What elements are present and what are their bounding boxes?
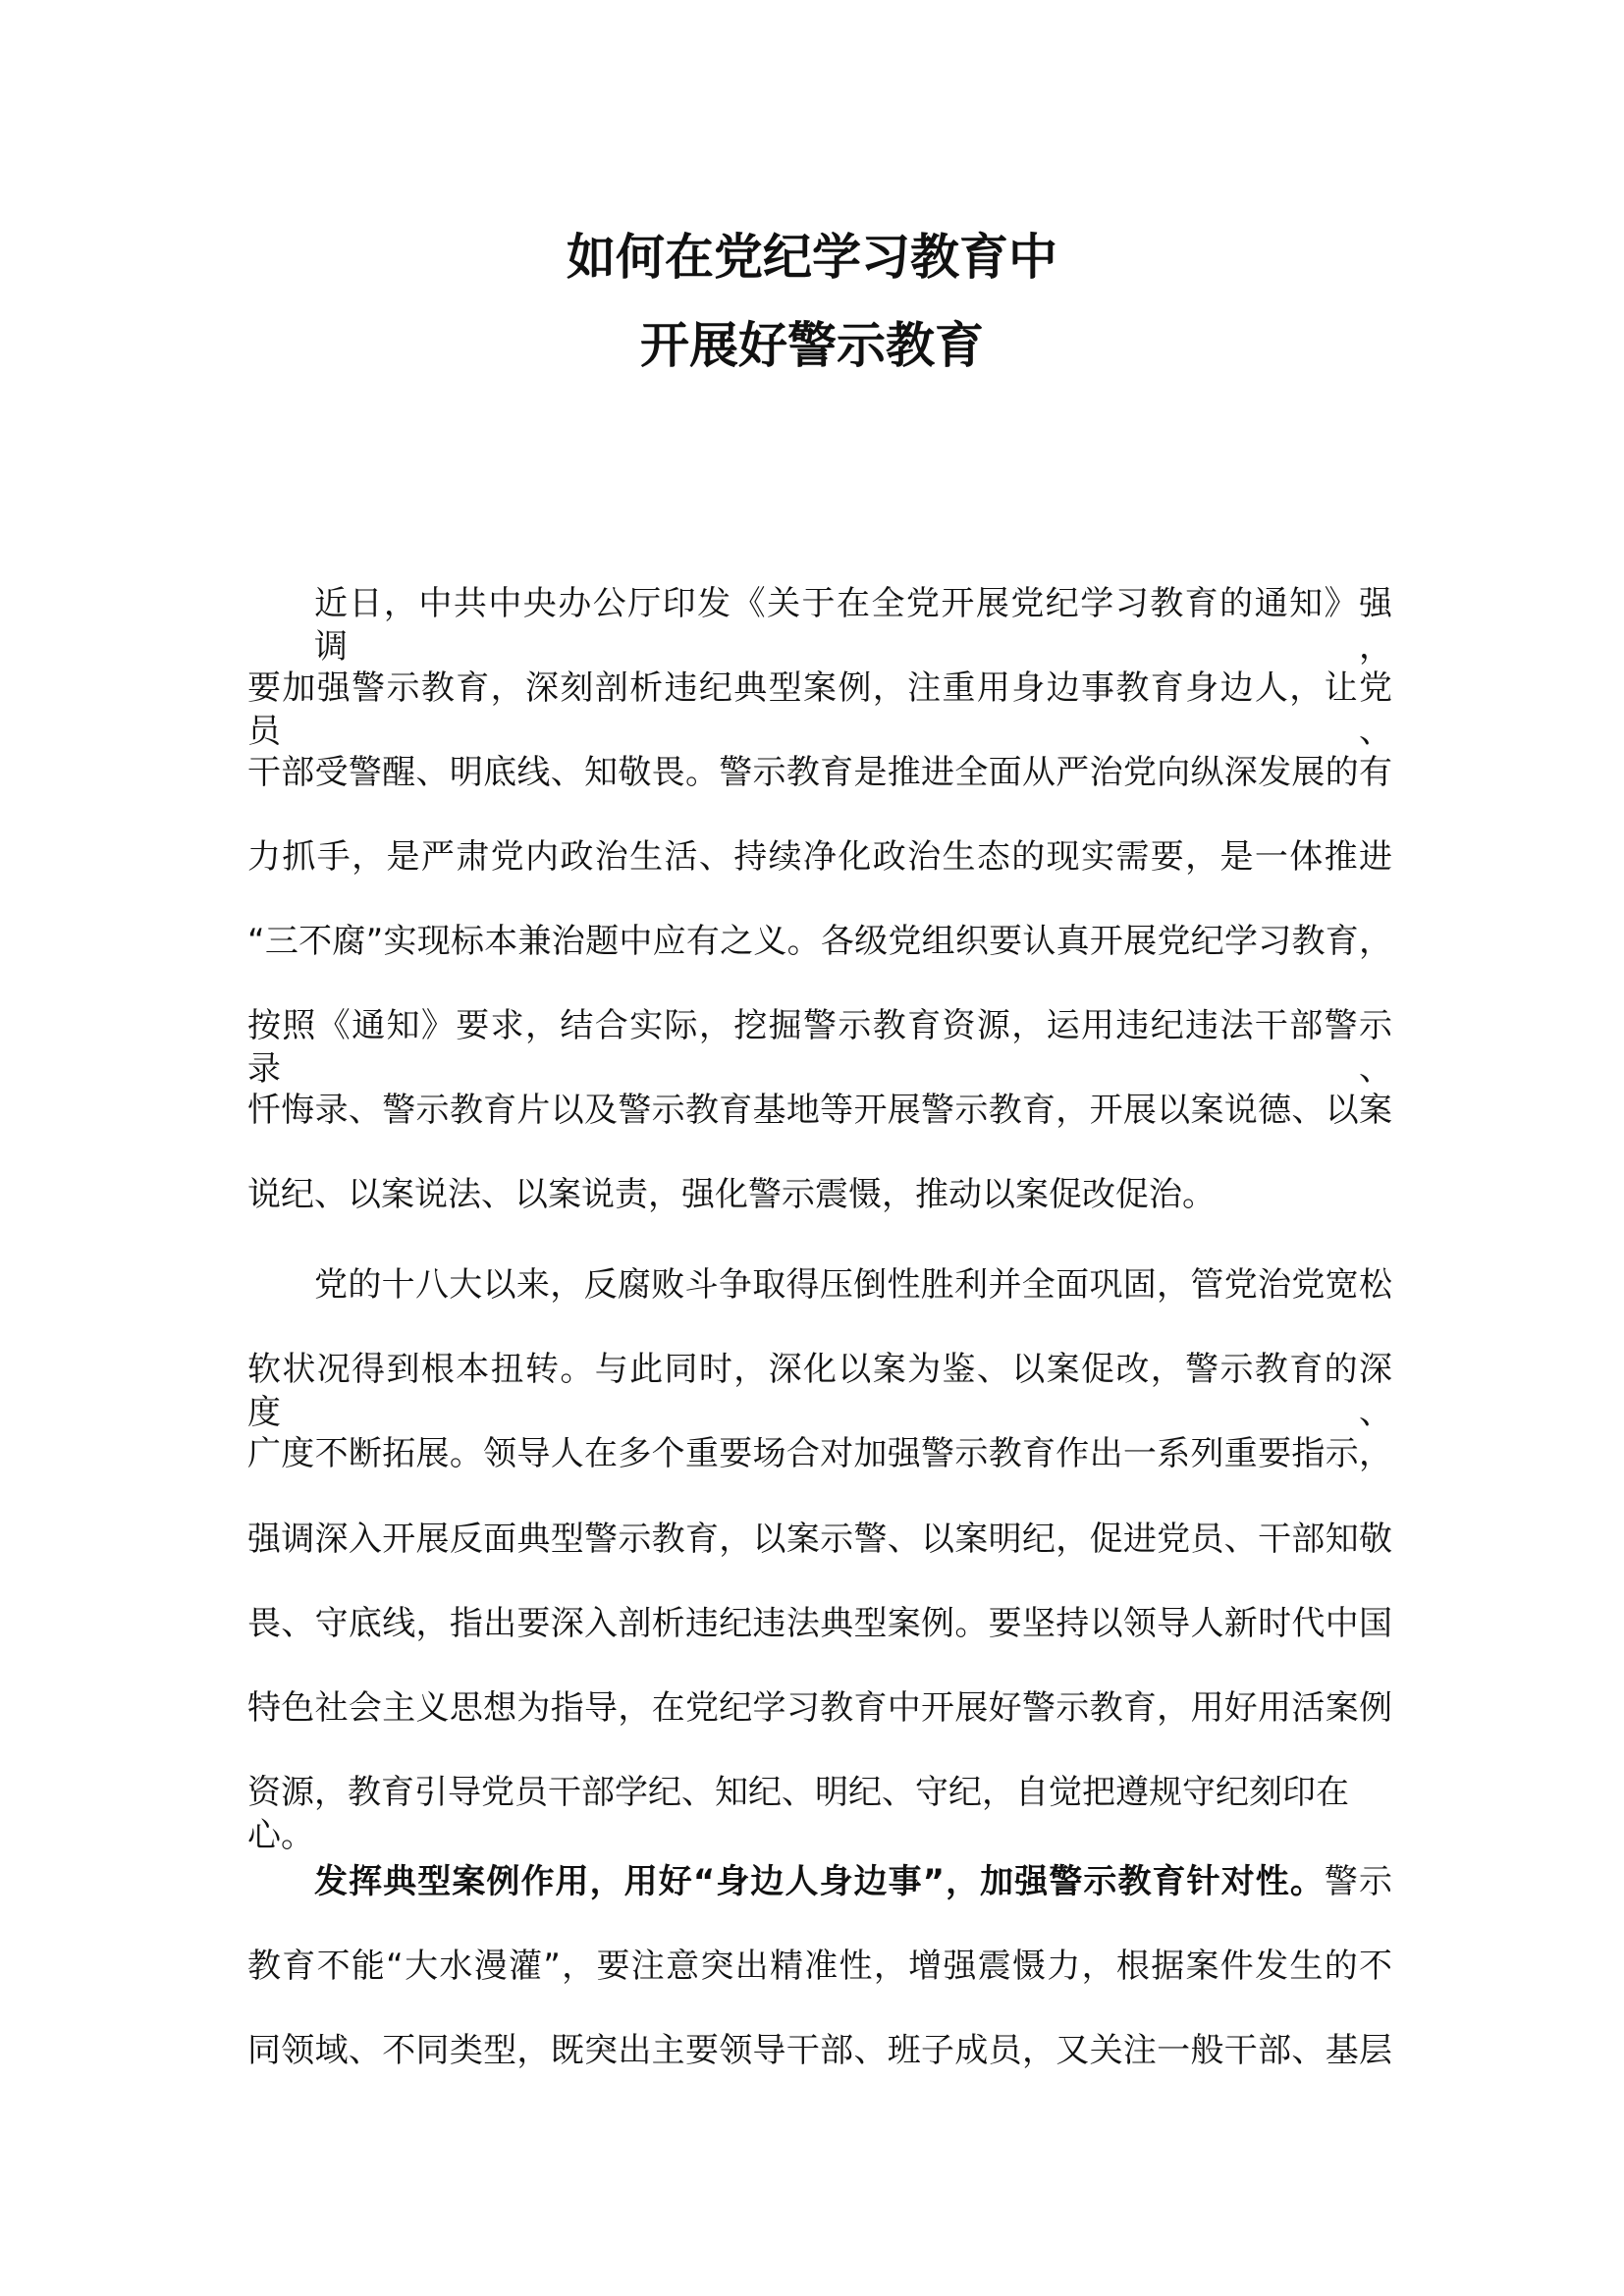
text-line: 教育不能“大水漫灌”，要注意突出精准性，增强震慑力，根据案件发生的不: [247, 1947, 1392, 1986]
text-line: 按照《通知》要求，结合实际，挖掘警示教育资源，运用违纪违法干部警示录、: [247, 1006, 1392, 1089]
text-line: 广度不断拓展。领导人在多个重要场合对加强警示教育作出一系列重要指示，: [247, 1434, 1392, 1473]
document-title-line-1: 如何在党纪学习教育中: [567, 229, 1057, 286]
text-line: [314, 1860, 1392, 1903]
section-heading: 发挥典型案例作用，用好“身边人身边事”，加强警示教育针对性。: [314, 1862, 1325, 1901]
text-line: 力抓手，是严肃党内政治生活、持续净化政治生态的现实需要，是一体推进: [247, 837, 1392, 877]
text-line: 说纪、以案说法、以案说责，强化警示震慑，推动以案促改促治。: [247, 1175, 1216, 1214]
text-line: 软状况得到根本扭转。与此同时，深化以案为鉴、以案促改，警示教育的深度、: [247, 1350, 1392, 1432]
text-line: 干部受警醒、明底线、知敬畏。警示教育是推进全面从严治党向纵深发展的有: [247, 753, 1392, 792]
text-line: 近日，中共中央办公厅印发《关于在全党开展党纪学习教育的通知》强调，: [314, 584, 1392, 667]
text-run: 警示: [1324, 1862, 1392, 1901]
text-line: 特色社会主义思想为指导，在党纪学习教育中开展好警示教育，用好用活案例: [247, 1688, 1392, 1728]
text-line: 党的十八大以来，反腐败斗争取得压倒性胜利并全面巩固，管党治党宽松: [314, 1265, 1392, 1305]
text-line: 畏、守底线，指出要深入剖析违纪违法典型案例。要坚持以领导人新时代中国: [247, 1604, 1392, 1643]
text-line: 要加强警示教育，深刻剖析违纪典型案例，注重用身边事教育身边人，让党员、: [247, 668, 1392, 751]
text-line: 资源，教育引导党员干部学纪、知纪、明纪、守纪，自觉把遵规守纪刻印在心。: [247, 1773, 1349, 1855]
document-title-line-2: 开展好警示教育: [640, 317, 984, 374]
text-line: 同领域、不同类型，既突出主要领导干部、班子成员，又关注一般干部、基层: [247, 2031, 1392, 2070]
text-line: 忏悔录、警示教育片以及警示教育基地等开展警示教育，开展以案说德、以案: [247, 1091, 1392, 1130]
text-line: “三不腐”实现标本兼治题中应有之义。各级党组织要认真开展党纪学习教育，: [247, 922, 1392, 961]
text-line: 强调深入开展反面典型警示教育，以案示警、以案明纪，促进党员、干部知敬: [247, 1520, 1392, 1559]
